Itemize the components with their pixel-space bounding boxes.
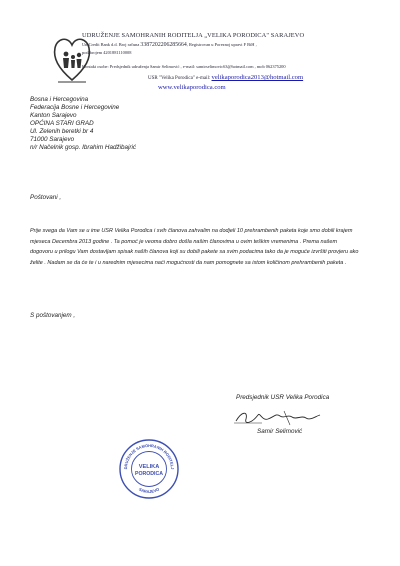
svg-text:VELIKA: VELIKA (138, 464, 160, 470)
address-line: Ul. Zelenih beretki br 4 (30, 128, 94, 135)
usr-label: USR "Velika Porodica" e-mail: (148, 76, 211, 81)
svg-text:UDRUŽENJE SAMOHRANIH RODITELJA: DRUŽENJE SAMOHRANIH RODITELJ (122, 442, 176, 470)
svg-text:SARAJEVO: SARAJEVO (138, 486, 160, 495)
body-line: Prije svega da Vam se u ime USR Velika Porodica i svih članova zahvalim na dodjeli 10 prehrambenih paketa koje smo dobili krajem (30, 228, 353, 234)
bank-suffix: , Registrovan u Poreznoj upravi F BiH , (186, 42, 257, 47)
svg-text:PORODICA: PORODICA (135, 471, 163, 477)
letterhead-bank-line (82, 42, 257, 48)
letterhead-id-line: pod brojem 4201881110008 (82, 50, 132, 55)
usr-email-link[interactable]: velikaporodica2013@hotmail.com (211, 74, 304, 81)
address-line: Federacija Bosne i Hercegovine (30, 104, 120, 111)
greeting: Poštovani , (30, 194, 62, 201)
address-line: n/r Načelnik gosp. Ibrahim Hadžibajrić (30, 144, 137, 151)
body-line: želite . Nadam se da će te i u narednim mjesecima naći mogućnosti da nam pomognete sa istom količinom prehrambenih paketa . (30, 260, 347, 267)
address-line: Bosna i Hercegovina (30, 96, 89, 103)
body-line: mjeseca Decembra 2013 godine . Ta pomoć je veoma dobro došla našim članovima u ovim teškim vremenima . Prema našem (30, 238, 338, 245)
signatory-name: Samir Selimović (257, 428, 303, 435)
address-line: Kanton Sarajevo (30, 112, 77, 119)
signature-title: Predsjednik USR Velika Porodica (236, 394, 330, 401)
handwritten-signature (232, 407, 324, 429)
address-line: 71000 Sarajevo (30, 136, 75, 143)
letterhead-title: UDRUŽENJE SAMOHRANIH RODITELJA „VELIKA PORODICA" SARAJEVO (82, 32, 305, 39)
letterhead-contact-line: Kontakt osobe: Predsjednik udruženja Samir Selimović , e-mail: samirselimovic63@hotmail.com , mob 062375200 (82, 64, 286, 69)
bank-prefix: UniCredit Bank d.d. Broj računa (82, 42, 140, 47)
bank-account: 3387202206285664 (140, 42, 187, 48)
address-line: OPĆINA STARI GRAD (30, 120, 94, 127)
website-link[interactable]: www.velikaporodica.com (158, 84, 226, 91)
round-seal-stamp (118, 438, 180, 500)
letter-body (30, 226, 385, 269)
letterhead-usr-line (148, 74, 303, 81)
body-line: dogovoru u prilogu Vam dostavljam spisak naših članova koji su dobili pakete sa svim podacima tako da je moguće izvršiti provjeru ako (30, 249, 359, 256)
closing: S poštovanjem , (30, 312, 76, 319)
